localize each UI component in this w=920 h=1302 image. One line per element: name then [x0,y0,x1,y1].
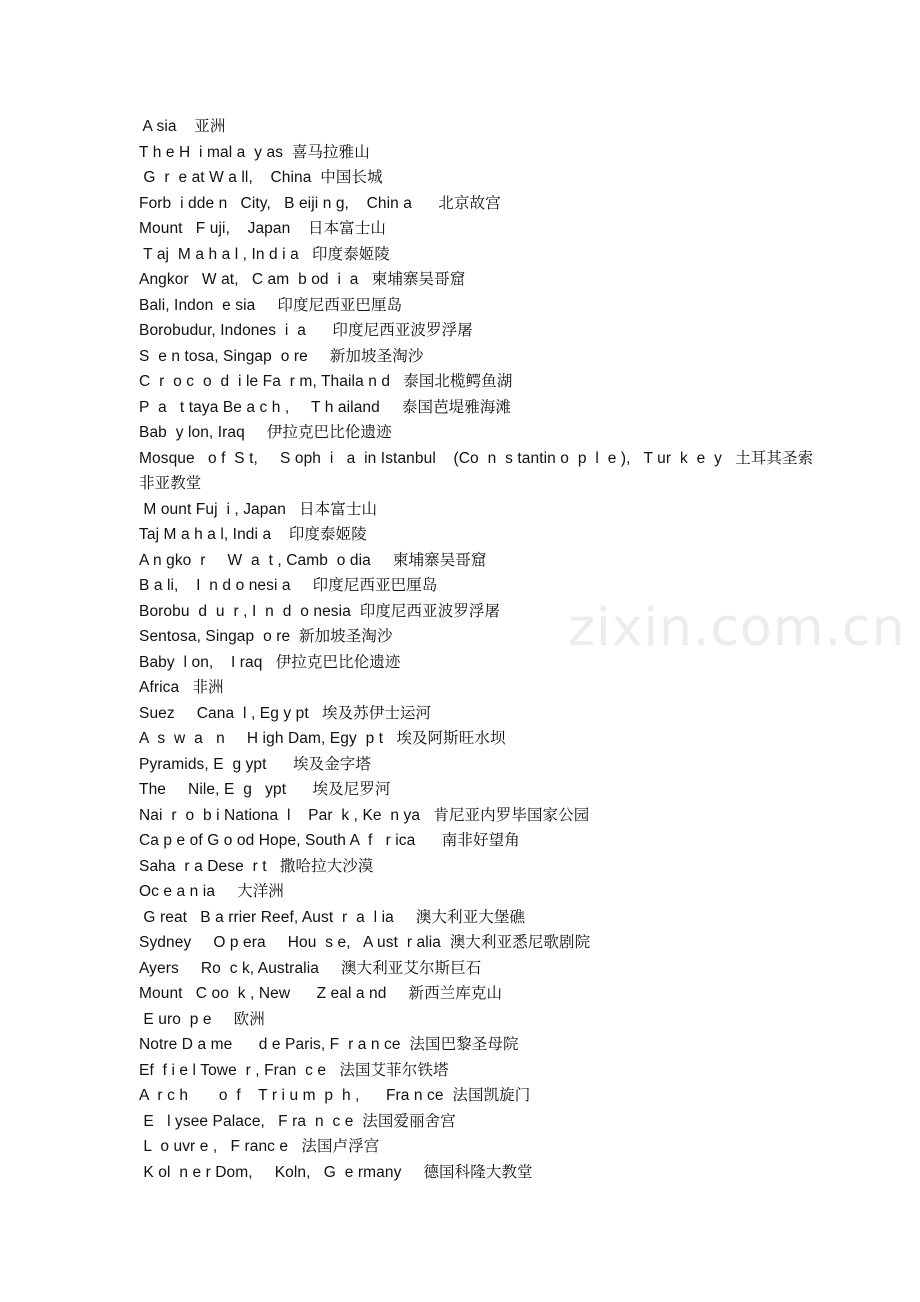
text-line: Ef f i e l Towe r , Fran c e 法国艾菲尔铁塔 [139,1061,449,1079]
text-line: Mount C oo k , New Z eal a nd 新西兰库克山 [139,985,503,1002]
text-line: Saha r a Dese r t 撒哈拉大沙漠 [139,857,374,875]
text-line: Nai r o b i Nationa l Par k , Ke n ya 肯尼亚内罗毕国家公园 [139,806,590,824]
text-line: Sydney O p era Hou s e, A ust r alia 澳大利亚悉尼歌剧院 [139,934,591,951]
text-line: A r c h o f T r i u m p h , Fra n ce 法国凯旋门 [139,1087,531,1104]
text-line: Notre D a me d e Paris, F r a n ce 法国巴黎圣母院 [139,1036,519,1053]
text-line: Ca p e of G o od Hope, South A f r ica 南非好望角 [139,832,520,849]
text-line: Taj M a h a l, Indi a 印度泰姬陵 [139,526,367,543]
text-line: P a t taya Be a c h , T h ailand 泰国芭堤雅海滩 [139,398,512,416]
text-line: T h e H i mal a y as 喜马拉雅山 [139,143,370,161]
text-line: A n gko r W a t , Camb o dia 柬埔寨吴哥窟 [139,551,487,569]
text-line: M ount Fuj i , Japan 日本富士山 [139,500,378,518]
text-line: B a li, I n d o nesi a 印度尼西亚巴厘岛 [139,577,438,594]
text-line: G reat B a rrier Reef, Aust r a l ia 澳大利亚大堡礁 [139,908,526,926]
text-line: Bab y lon, Iraq 伊拉克巴比伦遗迹 [139,424,392,441]
text-line: Africa 非洲 [139,679,224,696]
text-line: Oc e a n ia 大洋洲 [139,883,284,900]
text-line: Mount F uji, Japan 日本富士山 [139,220,386,237]
text-line: Angkor W at, C am b od i a 柬埔寨吴哥窟 [139,271,466,288]
text-line: Bali, Indon e sia 印度尼西亚巴厘岛 [139,296,403,314]
text-line: K ol n e r Dom, Koln, G e rmany 德国科隆大教堂 [139,1163,533,1181]
text-line: A s w a n H igh Dam, Egy p t 埃及阿斯旺水坝 [139,730,506,747]
text-lines [139,114,814,1185]
text-line: C r o c o d i le Fa r m, Thaila n d 泰国北榄鳄鱼湖 [139,373,513,390]
text-line: G r e at W a ll, China 中国长城 [139,169,383,186]
text-line: Mosque o f S t, S oph i a in Istanbul (Co n s tantin o p l e ), T ur k e y 土耳其圣索 [139,449,814,467]
text-line: 非亚教堂 [139,475,202,492]
text-line: The Nile, E g ypt 埃及尼罗河 [139,781,391,798]
text-line: Pyramids, E g ypt 埃及金字塔 [139,755,372,773]
text-line: S e n tosa, Singap o re 新加坡圣淘沙 [139,347,424,365]
text-line: E l ysee Palace, F ra n c e 法国爱丽舍宫 [139,1112,456,1130]
text-line: Forb i dde n City, B eiji n g, Chin a 北京故宫 [139,194,501,212]
text-line: A sia 亚洲 [139,118,226,135]
text-line: Borobudur, Indones i a 印度尼西亚波罗浮屠 [139,322,473,339]
text-line: Baby l on, I raq 伊拉克巴比伦遗迹 [139,653,401,671]
watermark: zixin.com.cn [568,598,906,658]
text-line: L o uvr e , F ranc e 法国卢浮宫 [139,1138,380,1155]
text-line: T aj M a h a l , In d i a 印度泰姬陵 [139,245,391,263]
text-line: Suez Cana l , Eg y pt 埃及苏伊士运河 [139,704,432,722]
text-line: E uro p e 欧洲 [139,1010,265,1028]
text-line: Borobu d u r , I n d o nesia 印度尼西亚波罗浮屠 [139,602,501,620]
text-line: Ayers Ro c k, Australia 澳大利亚艾尔斯巨石 [139,959,482,977]
text-line: Sentosa, Singap o re 新加坡圣淘沙 [139,628,393,645]
